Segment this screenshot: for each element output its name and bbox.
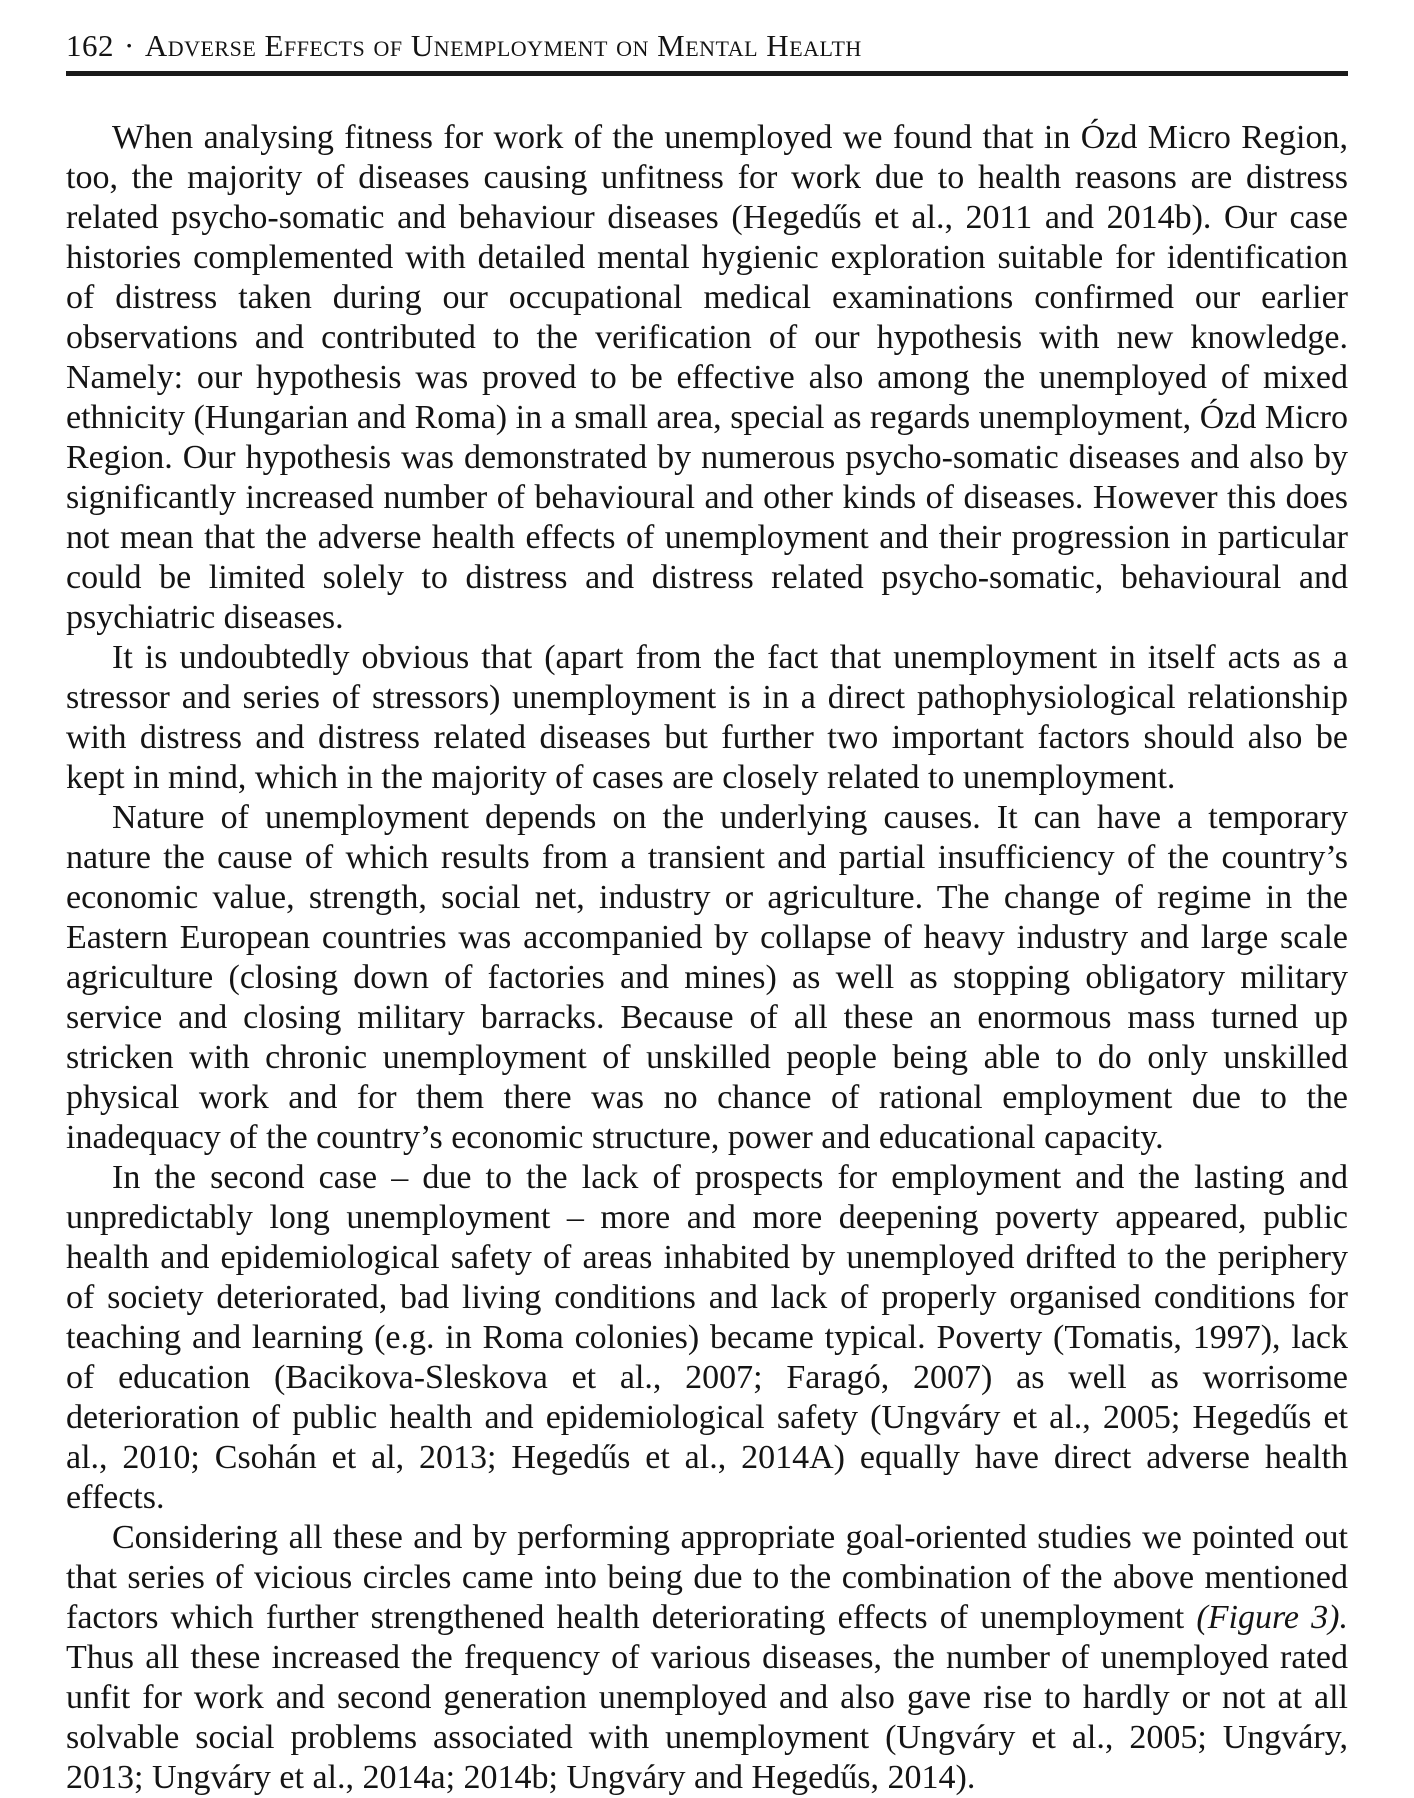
running-header-title: Adverse Effects of Unemployment on Mental Health xyxy=(144,28,862,63)
page-content xyxy=(66,0,1348,1798)
paragraph xyxy=(66,1518,1348,1798)
text-segment: Considering all these and by performing appropriate goal-oriented studies we pointed out that series of vicious circles came into being due to the combination of the above mentioned factors which further strengthened health deteriorating effects of unemployment xyxy=(66,1519,1348,1636)
text-segment: It is undoubtedly obvious that (apart from the fact that unemployment in itself acts as a stressor and series of stressors) unemployment is in a direct pathophysiological relationship with distress and distress related diseases but further two important factors should also be kept in mind, which in the majority of cases are closely related to unemployment. xyxy=(66,639,1348,796)
page-body xyxy=(66,118,1348,1798)
running-header xyxy=(66,28,1348,64)
text-segment: In the second case – due to the lack of prospects for employment and the lasting and unpredictably long unemployment – more and more deepening poverty appeared, public health and epidemiological safety of areas inhabited by unemployed drifted to the periphery of society deteriorated, bad living conditions and lack of properly organised conditions for teaching and learning (e.g. in Roma colonies) became typical. Poverty (Tomatis, 1997), lack of education (Bacikova-Sleskova et al., 2007; Faragó, 2007) as well as worrisome deterioration of public health and epidemiological safety (Ungváry et al., 2005; Hegedűs et al., 2010; Csohán et al, 2013; Hegedűs et al., 2014A) equally have direct adverse health effects. xyxy=(66,1159,1348,1516)
paragraph xyxy=(66,798,1348,1158)
header-rule xyxy=(66,71,1348,76)
header-separator-dot: · xyxy=(124,28,135,63)
paragraph xyxy=(66,638,1348,798)
paragraph xyxy=(66,1158,1348,1518)
text-segment: Nature of unemployment depends on the underlying causes. It can have a temporary nature the cause of which results from a transient and partial insufficiency of the country’s economic value, strength, social net, industry or agriculture. The change of regime in the Eastern European countries was accompanied by collapse of heavy industry and large scale agriculture (closing down of factories and mines) as well as stopping obligatory military service and closing military barracks. Because of all these an enormous mass turned up stricken with chronic unemployment of unskilled people being able to do only unskilled physical work and for them there was no chance of rational employment due to the inadequacy of the country’s economic structure, power and educational capacity. xyxy=(66,799,1348,1156)
paragraph xyxy=(66,118,1348,638)
text-segment: Thus all these increased the frequency of various diseases, the number of unemployed rated unfit for work and second generation unemployed and also gave rise to hardly or not at all solvable social problems associated with unemployment (Ungváry et al., 2005; Ungváry, 2013; Ungváry et al., 2014a; 2014b; Ungváry and Hegedűs, 2014). xyxy=(66,1639,1348,1796)
text-segment: When analysing fitness for work of the unemployed we found that in Ózd Micro Region, too, the majority of diseases causing unfitness for work due to health reasons are distress related psycho-somatic and behaviour diseases (Hegedűs et al., 2011 and 2014b). Our case histories complemented with detailed mental hygienic exploration suitable for identification of distress taken during our occupational medical examinations confirmed our earlier observations and contributed to the verification of our hypothesis with new knowledge. Namely: our hypothesis was proved to be effective also among the unemployed of mixed ethnicity (Hungarian and Roma) in a small area, special as regards unemployment, Ózd Micro Region. Our hypothesis was demonstrated by numerous psycho-somatic diseases and also by significantly increased number of behavioural and other kinds of diseases. However this does not mean that the adverse health effects of unemployment and their progression in particular could be limited solely to distress and distress related psycho-somatic, behavioural and psychiatric diseases. xyxy=(66,119,1348,636)
figure-reference: (Figure 3). xyxy=(1196,1599,1348,1636)
page-number: 162 xyxy=(66,28,114,63)
